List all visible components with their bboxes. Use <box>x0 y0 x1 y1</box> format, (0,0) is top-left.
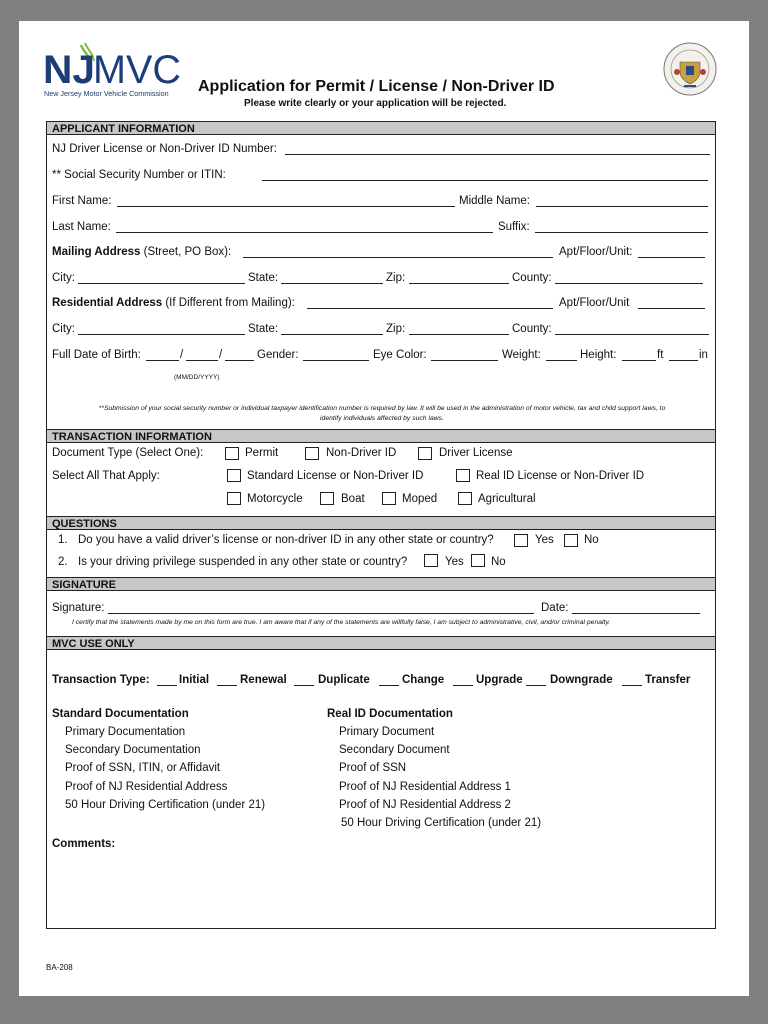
ssn-label: ** Social Security Number or ITIN: <box>52 169 226 181</box>
select-all-label: Select All That Apply: <box>52 470 160 482</box>
comments-label: Comments: <box>52 838 116 850</box>
certification-statement: I certify that the statements made by me on this form are true. I am aware that if any of the statements are willfully false, I am subject to administrative, civil, and/or criminal penalty. <box>72 619 611 626</box>
moped-label: Moped <box>402 493 438 505</box>
question-2-number: 2. <box>58 556 68 568</box>
non-driver-id-checkbox[interactable] <box>305 447 319 460</box>
section-signature: SIGNATURE <box>47 577 715 591</box>
moped-checkbox[interactable] <box>382 492 396 505</box>
license-number-label: NJ Driver License or Non-Driver ID Number: <box>52 143 277 155</box>
form-subtitle: Please write clearly or your application will be rejected. <box>244 98 507 109</box>
transfer-blank[interactable] <box>622 685 642 686</box>
logo-subtitle: New Jersey Motor Vehicle Commission <box>44 89 169 98</box>
real-id-checkbox[interactable] <box>456 469 470 482</box>
transaction-type-initial: Initial <box>179 674 210 686</box>
weight-field[interactable] <box>546 360 577 361</box>
standard-license-checkbox[interactable] <box>227 469 241 482</box>
eye-color-field[interactable] <box>431 360 498 361</box>
downgrade-blank[interactable] <box>526 685 546 686</box>
license-number-field[interactable] <box>285 154 710 155</box>
logo-mvc-letters: MVC <box>93 48 181 87</box>
form-code: BA-208 <box>46 963 73 972</box>
real-id-documentation-title: Real ID Documentation <box>327 708 453 720</box>
standard-doc-item: Proof of NJ Residential Address <box>65 781 228 793</box>
initial-blank[interactable] <box>157 685 177 686</box>
question-2-text: Is your driving privilege suspended in any other state or country? <box>78 556 408 568</box>
comments-area[interactable] <box>52 854 710 924</box>
weight-label: Weight: <box>502 349 541 361</box>
dob-label: Full Date of Birth: <box>52 349 141 361</box>
first-name-label: First Name: <box>52 195 112 207</box>
residential-zip-field[interactable] <box>409 334 509 335</box>
residential-apt-label: Apt/Floor/Unit <box>559 297 630 309</box>
section-questions: QUESTIONS <box>47 516 715 530</box>
signature-date-label: Date: <box>541 602 569 614</box>
height-in-unit: in <box>699 349 708 361</box>
standard-documentation-title: Standard Documentation <box>52 708 189 720</box>
real-id-doc-item: Proof of SSN <box>339 762 407 774</box>
question-1-number: 1. <box>58 534 68 546</box>
transaction-type-duplicate: Duplicate <box>318 674 370 686</box>
mailing-address-field[interactable] <box>243 257 553 258</box>
mailing-city-field[interactable] <box>78 283 245 284</box>
standard-doc-item: Secondary Documentation <box>65 744 201 756</box>
real-id-doc-item: Proof of NJ Residential Address 2 <box>339 799 511 811</box>
gender-field[interactable] <box>303 360 369 361</box>
change-blank[interactable] <box>379 685 399 686</box>
real-id-doc-item: Secondary Document <box>339 744 450 756</box>
mailing-apt-field[interactable] <box>638 257 705 258</box>
residential-address-label: Residential Address (If Different from Mailing): <box>52 297 295 309</box>
middle-name-field[interactable] <box>536 206 708 207</box>
mailing-zip-label: Zip: <box>386 272 406 284</box>
application-form <box>46 121 716 929</box>
question-1-text: Do you have a valid driver’s license or non-driver ID in any other state or country? <box>78 534 494 546</box>
residential-zip-label: Zip: <box>386 323 406 335</box>
residential-apt-field[interactable] <box>638 308 705 309</box>
agricultural-checkbox[interactable] <box>458 492 472 505</box>
question-1-no-label: No <box>584 534 599 546</box>
residential-county-field[interactable] <box>555 334 709 335</box>
section-applicant-information: APPLICANT INFORMATION <box>47 121 715 135</box>
dob-slash-1: / <box>180 349 184 361</box>
real-id-doc-item: Primary Document <box>339 726 435 738</box>
mailing-state-label: State: <box>248 272 279 284</box>
njmvc-logo-icon <box>43 41 183 87</box>
gender-label: Gender: <box>257 349 299 361</box>
question-2-no-checkbox[interactable] <box>471 554 485 567</box>
height-label: Height: <box>580 349 617 361</box>
permit-checkbox[interactable] <box>225 447 239 460</box>
suffix-field[interactable] <box>535 232 708 233</box>
non-driver-id-label: Non-Driver ID <box>326 447 397 459</box>
state-seal-icon <box>663 42 717 96</box>
height-ft-unit: ft <box>657 349 664 361</box>
motorcycle-label: Motorcycle <box>247 493 303 505</box>
renewal-blank[interactable] <box>217 685 237 686</box>
motorcycle-checkbox[interactable] <box>227 492 241 505</box>
permit-label: Permit <box>245 447 279 459</box>
question-2-yes-label: Yes <box>445 556 464 568</box>
height-inches-field[interactable] <box>669 360 698 361</box>
document-type-label: Document Type (Select One): <box>52 447 204 459</box>
question-2-no-label: No <box>491 556 506 568</box>
boat-checkbox[interactable] <box>320 492 334 505</box>
last-name-label: Last Name: <box>52 221 111 233</box>
residential-city-label: City: <box>52 323 75 335</box>
dob-year-field[interactable] <box>225 360 254 361</box>
form-title: Application for Permit / License / Non-Driver ID <box>198 78 555 95</box>
duplicate-blank[interactable] <box>294 685 314 686</box>
last-name-field[interactable] <box>116 232 493 233</box>
boat-label: Boat <box>341 493 365 505</box>
residential-state-label: State: <box>248 323 279 335</box>
standard-doc-item: Primary Documentation <box>65 726 186 738</box>
dob-month-field[interactable] <box>146 360 179 361</box>
standard-doc-item: Proof of SSN, ITIN, or Affidavit <box>65 762 221 774</box>
signature-field[interactable] <box>108 613 534 614</box>
driver-license-checkbox[interactable] <box>418 447 432 460</box>
mailing-address-label: Mailing Address (Street, PO Box): <box>52 246 232 258</box>
question-1-yes-checkbox[interactable] <box>514 534 528 547</box>
standard-license-label: Standard License or Non-Driver ID <box>247 470 424 482</box>
transaction-type-change: Change <box>402 674 445 686</box>
mailing-county-field[interactable] <box>555 283 703 284</box>
mailing-county-label: County: <box>512 272 552 284</box>
middle-name-label: Middle Name: <box>459 195 530 207</box>
upgrade-blank[interactable] <box>453 685 473 686</box>
transaction-type-transfer: Transfer <box>645 674 691 686</box>
driver-license-label: Driver License <box>439 447 513 459</box>
standard-doc-item: 50 Hour Driving Certification (under 21) <box>65 799 266 811</box>
ssn-field[interactable] <box>262 180 708 181</box>
logo-nj-letters: NJ <box>43 48 95 87</box>
real-id-doc-item: 50 Hour Driving Certification (under 21) <box>341 817 542 829</box>
residential-city-field[interactable] <box>78 334 245 335</box>
signature-date-field[interactable] <box>572 613 700 614</box>
question-1-yes-label: Yes <box>535 534 554 546</box>
eye-color-label: Eye Color: <box>373 349 427 361</box>
ssn-legal-note-line-2: identify individuals affected by such laws. <box>320 415 444 422</box>
section-mvc-use-only: MVC USE ONLY <box>47 636 715 650</box>
real-id-label: Real ID License or Non-Driver ID <box>476 470 645 482</box>
form-page <box>19 21 749 996</box>
question-2-yes-checkbox[interactable] <box>424 554 438 567</box>
transaction-type-downgrade: Downgrade <box>550 674 613 686</box>
mailing-zip-field[interactable] <box>409 283 509 284</box>
residential-address-field[interactable] <box>307 308 553 309</box>
signature-label: Signature: <box>52 602 105 614</box>
dob-day-field[interactable] <box>186 360 218 361</box>
height-feet-field[interactable] <box>622 360 656 361</box>
first-name-field[interactable] <box>117 206 455 207</box>
transaction-type-upgrade: Upgrade <box>476 674 523 686</box>
residential-county-label: County: <box>512 323 552 335</box>
date-format-hint: (MM/DD/YYYY) <box>174 374 220 381</box>
residential-state-field[interactable] <box>281 334 383 335</box>
mailing-apt-label: Apt/Floor/Unit: <box>559 246 633 258</box>
real-id-doc-item: Proof of NJ Residential Address 1 <box>339 781 511 793</box>
mailing-state-field[interactable] <box>281 283 383 284</box>
section-transaction-information: TRANSACTION INFORMATION <box>47 429 715 443</box>
mailing-city-label: City: <box>52 272 75 284</box>
dob-slash-2: / <box>219 349 223 361</box>
agricultural-label: Agricultural <box>478 493 536 505</box>
transaction-type-renewal: Renewal <box>240 674 287 686</box>
transaction-type-label: Transaction Type: <box>52 674 150 686</box>
question-1-no-checkbox[interactable] <box>564 534 578 547</box>
njmvc-logo <box>43 41 183 101</box>
ssn-legal-note-line-1: **Submission of your social security number or individual taxpayer identification number is required by law. It will be used in the administration of motor vehicle, tax and child support laws, to <box>98 405 666 412</box>
suffix-label: Suffix: <box>498 221 530 233</box>
